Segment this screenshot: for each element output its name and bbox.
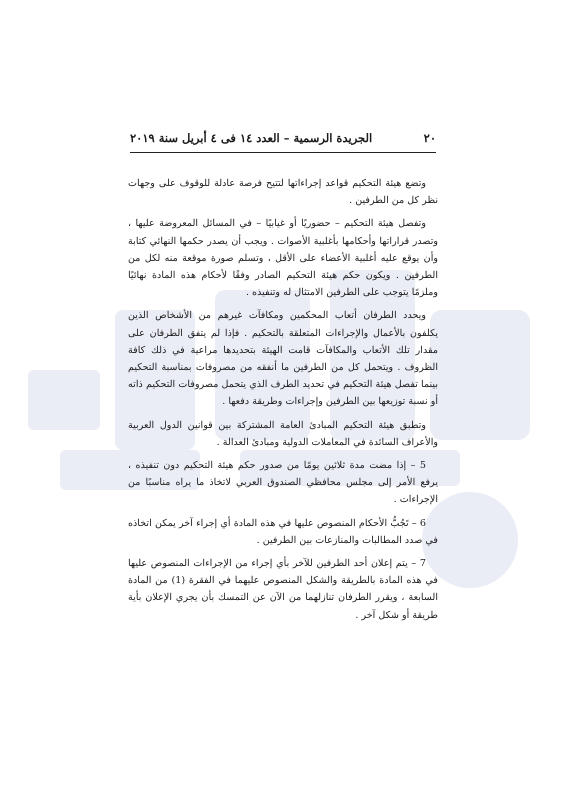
paragraph: وتطبق هيئة التحكيم المبادئ العامة المشتركة بين قوانين الدول العربية والأعراف السائدة في المعاملات الدولية ومبادئ العدالة .: [128, 419, 438, 448]
clause-6: 6 – تَجُبُّ الأحكام المنصوص عليها في هذه المادة أي إجراء آخر يمكن اتخاذه في صدد المطالبات والمنازعات بين الطرفين .: [128, 517, 438, 546]
clause-5: 5 – إذا مضت مدة ثلاثين يومًا من صدور حكم هيئة التحكيم دون تنفيذه ، يرفع الأمر إلى مجلس محافظي الصندوق العربي لاتخاذ ما يراه مناسبًا من الإجراءات .: [128, 460, 438, 506]
running-head: الجريدة الرسمية – العدد ١٤ فى ٤ أبريل سنة ٢٠١٩: [130, 131, 373, 145]
paragraph: وتفصل هيئة التحكيم – حضوريًا أو غيابيًا – في المسائل المعروضة عليها ، وتصدر قراراتها وأحكامها بأغلبية الأصوات . ويجب أن يصدر حكمها النهائي كتابة وأن يوقع عليه أغلبية الأعضاء على الأقل ، وتسلم صورة موقعة منه لكل من الطرفين . ويكون حكم هيئة التحكيم الصادر وفقًا لأحكام هذه المادة نهائيًا وملزمًا يتوجب على الطرفين الامتثال له وتنفيذه .: [128, 218, 438, 299]
header-rule: [130, 152, 436, 153]
paragraph: ويحدد الطرفان أتعاب المحكمين ومكافآت غيرهم من الأشخاص الذين يكلفون بالأعمال والإجراءات المتعلقة بالتحكيم . فإذا لم يتفق الطرفان على مقدار تلك الأتعاب والمكافآت قامت الهيئة بتحديدها مراعية في ذلك كافة الظروف . ويتحمل كل من الطرفين ما أنفقه من مصروفات بمناسبة التحكيم بينما تفصل هيئة التحكيم في تحديد الطرف الذي يتحمل مصروفات التحكيم ذاته أو نسبة توزيعها بين الطرفين وإجراءات وطريقة دفعها .: [128, 310, 438, 408]
page-header: [130, 129, 436, 151]
paragraph: وتضع هيئة التحكيم قواعد إجراءاتها لتتيح فرصة عادلة للوقوف على وجهات نظر كل من الطرفين .: [128, 178, 438, 207]
clause-7: 7 – يتم إعلان أحد الطرفين للآخر بأي إجراء من الإجراءات المنصوص عليها في هذه المادة بالطريقة والشكل المنصوص عليهما في الفقرة (1) من المادة السابعة ، ويقرر الطرفان تنازلهما من الآن عن التمسك بأن يجري الإعلان بأية طريقة أو شكل آخر .: [128, 558, 439, 621]
document-body: [128, 175, 438, 630]
page-number: ٢٠: [423, 131, 436, 145]
